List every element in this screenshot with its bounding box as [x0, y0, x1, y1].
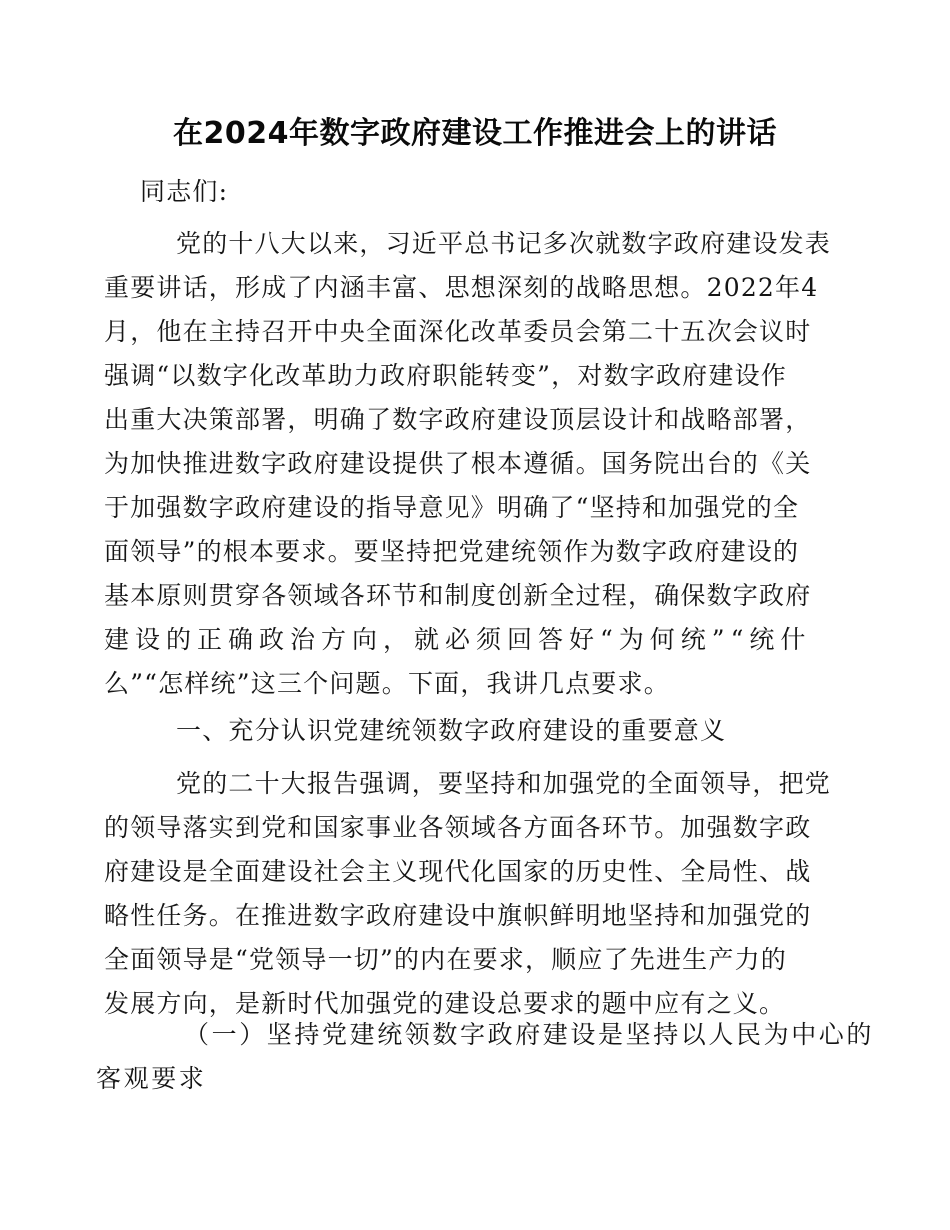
subsection-heading-1 [96, 1013, 875, 1101]
salutation: 同志们: [140, 177, 229, 206]
paragraph-line: 党的二十大报告强调，要坚持和加强党的全面领导，把党 [176, 769, 832, 798]
paragraph-line: 略性任务。在推进数字政府建设中旗帜鲜明地坚持和加强党的 [104, 901, 812, 930]
paragraph-line: 为加快推进数字政府建设提供了根本遵循。国务院出台的《关 [104, 449, 812, 478]
paragraph-line: 党的十八大以来，习近平总书记多次就数字政府建设发表 [176, 229, 832, 258]
paragraph-line: 出重大决策部署，明确了数字政府建设顶层设计和战略部署， [104, 405, 812, 434]
paragraph-line: 全面领导是“党领导一切”的内在要求，顺应了先进生产力的 [104, 945, 787, 974]
paragraph-line: 于加强数字政府建设的指导意见》明确了“坚持和加强党的全 [104, 493, 800, 522]
paragraph-line: 重要讲话，形成了内涵丰富、思想深刻的战略思想。2022年4 [104, 273, 819, 302]
document-title: 在2024年数字政府建设工作推进会上的讲话 [173, 116, 777, 151]
paragraph-line: 基本原则贯穿各领域各环节和制度创新全过程，确保数字政府 [104, 581, 812, 610]
section-heading-1: 一、充分认识党建统领数字政府建设的重要意义 [176, 716, 727, 745]
paragraph-line: 的领导落实到党和国家事业各领域各方面各环节。加强数字政 [104, 813, 812, 842]
heading-line: 客观要求 [96, 1064, 207, 1093]
paragraph-line: 么”“怎样统”这三个问题。下面，我讲几点要求。 [104, 669, 670, 698]
paragraph-line: 面领导”的根本要求。要坚持把党建统领作为数字政府建设的 [104, 537, 800, 566]
paragraph-line: 建设的正确政治方向，就必须回答好“为何统”“统什 [104, 625, 812, 654]
paragraph-intro [104, 222, 832, 706]
paragraph-line: 月，他在主持召开中央全面深化改革委员会第二十五次会议时 [104, 317, 812, 346]
paragraph-line: 发展方向，是新时代加强党的建设总要求的题中应有之义。 [104, 989, 786, 1018]
paragraph-line: 强调“以数字化改革助力政府职能转变”，对数字政府建设作 [104, 361, 787, 390]
heading-line: （一）坚持党建统领数字政府建设是坚持以人民为中心的 [184, 1020, 875, 1049]
paragraph-line: 府建设是全面建设社会主义现代化国家的历史性、全局性、战 [104, 857, 812, 886]
paragraph-section-1 [104, 762, 832, 1026]
